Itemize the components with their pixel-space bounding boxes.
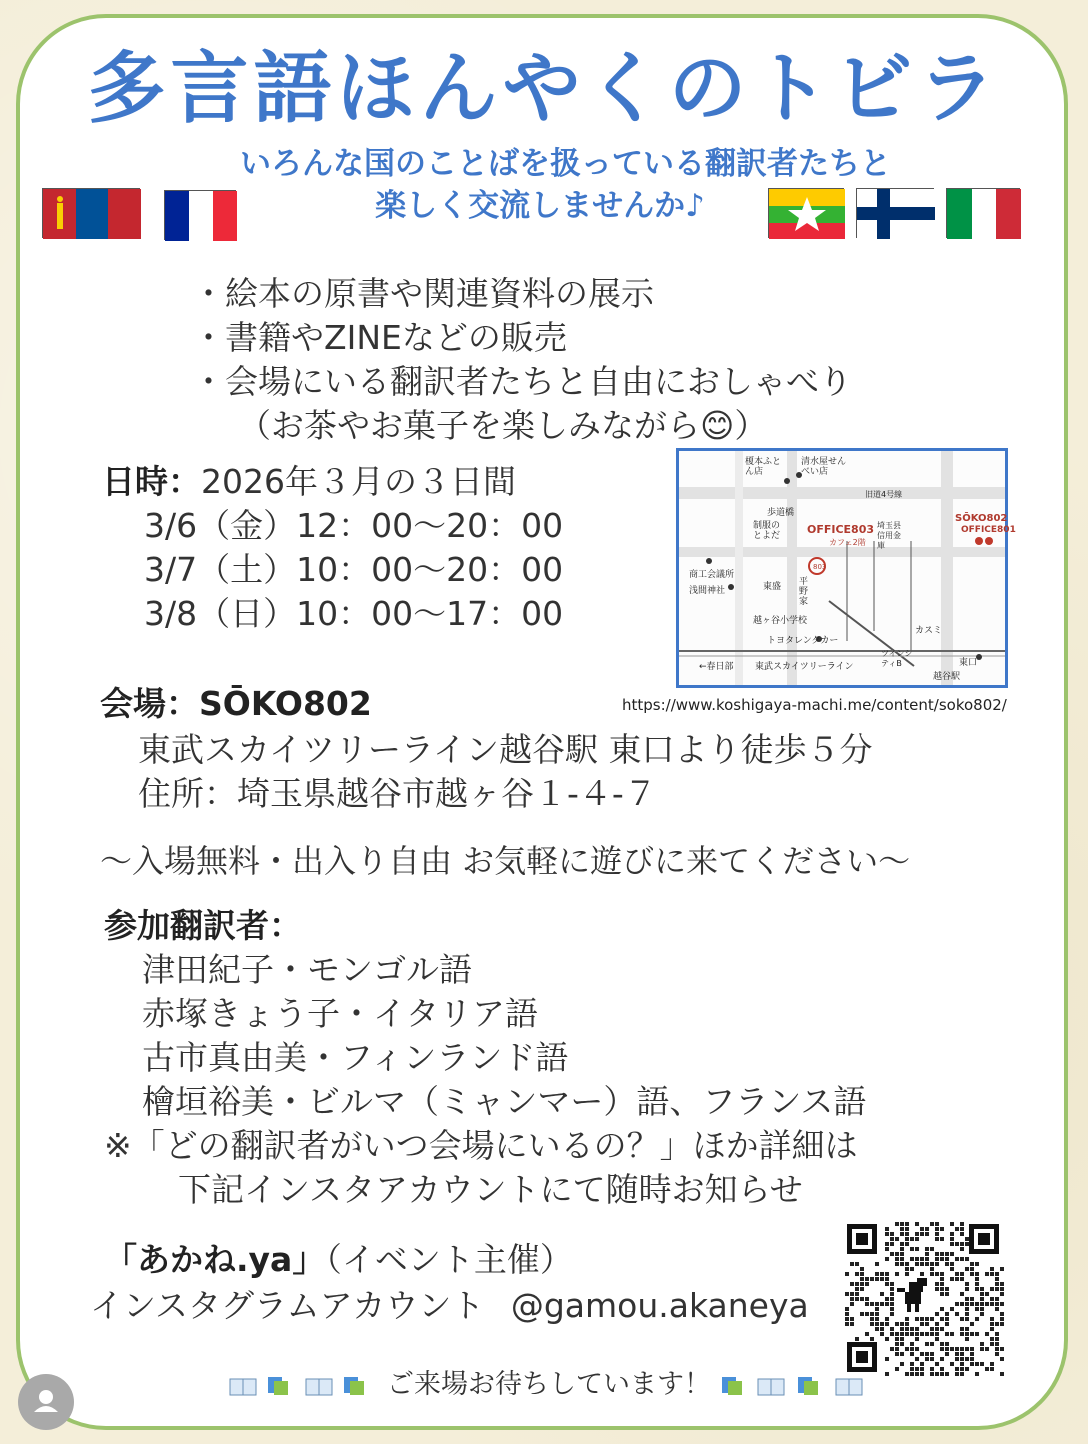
- subtitle-line-1: いろんな国のことばを扱っている翻訳者たちと: [240, 146, 891, 182]
- venue-heading: 会場：SŌKO802: [100, 684, 372, 723]
- translator-item: 檜垣裕美・ビルマ（ミャンマー）語、フランス語: [142, 1082, 867, 1121]
- myanmar-flag-icon: [768, 188, 844, 238]
- instagram-label: インスタグラムアカウント: [90, 1286, 485, 1325]
- venue-address: 住所：埼玉県越谷市越ヶ谷１-４-７: [138, 774, 657, 813]
- map-label: 旧道4号線: [865, 490, 903, 499]
- organizer-name: 「あかね.ya」: [104, 1240, 326, 1279]
- schedule-label: 日時：: [102, 462, 201, 501]
- map-label: 浅間神社: [689, 586, 726, 596]
- map-label: 制服のとよだ: [753, 521, 781, 541]
- free-entry-notice: 〜入場無料・出入り自由 お気軽に遊びに来てください〜: [100, 842, 911, 880]
- translators-note-1: ※「どの翻訳者がいつ会場にいるの？」ほか詳細は: [104, 1126, 858, 1165]
- instagram-line: [90, 1280, 809, 1327]
- map-label: 東武スカイツリーライン: [755, 662, 854, 672]
- translators-heading: 参加翻訳者：: [104, 906, 302, 945]
- flyer-title: 多言語ほんやくのトビラ: [87, 44, 1001, 134]
- finland-flag-icon: [856, 188, 934, 238]
- activity-item: ・絵本の原書や関連資料の展示: [192, 274, 654, 313]
- organizer-line: [104, 1234, 573, 1281]
- venue-map: [676, 448, 1016, 688]
- translator-item: 古市真由美・フィンランド語: [142, 1038, 569, 1077]
- footer-message: ご来場お待ちしています！: [387, 1369, 711, 1400]
- map-label: SŌKO802: [955, 513, 1008, 524]
- schedule-day: 3/7（土）10：00〜20：00: [144, 550, 564, 589]
- map-label: 平野家: [799, 577, 809, 607]
- map-label: 埼玉县信用金庫: [877, 521, 901, 550]
- map-label: 歩道橋: [767, 508, 795, 518]
- footer-line: [0, 1362, 950, 1401]
- map-label: 803: [813, 563, 827, 571]
- mongolia-flag-icon: [42, 188, 140, 238]
- map-label: 東口: [959, 658, 978, 668]
- map-label: 商工会議所: [689, 570, 735, 580]
- profile-avatar-icon[interactable]: [18, 1374, 74, 1430]
- qr-code[interactable]: [845, 1222, 1001, 1374]
- map-label: ←春日部: [699, 662, 734, 672]
- italy-flag-icon: [946, 188, 1020, 238]
- schedule-summary: 2026年３月の３日間: [201, 462, 516, 501]
- translator-item: 赤塚きょう子・イタリア語: [142, 994, 538, 1033]
- map-label: 越ヶ谷小学校: [753, 616, 808, 626]
- activity-note: （お茶やお菓子を楽しみながら😊）: [238, 406, 768, 445]
- book-icons-right: [720, 1369, 870, 1400]
- schedule-heading: [102, 456, 516, 503]
- schedule-day: 3/6（金）12：00〜20：00: [144, 506, 564, 545]
- map-label: ツインシティB: [881, 649, 913, 668]
- map-label: カスミ: [915, 626, 943, 636]
- map-label: 東盛: [763, 582, 782, 592]
- instagram-handle[interactable]: @gamou.akaneya: [510, 1286, 809, 1325]
- organizer-role: （イベント主催）: [325, 1240, 573, 1279]
- book-icons-left: [228, 1369, 387, 1400]
- map-label: カフェ2階: [829, 538, 866, 547]
- map-label: トヨタレンタカー: [767, 636, 839, 646]
- map-label: OFFICE803: [807, 523, 875, 536]
- map-url-link[interactable]: https://www.koshigaya-machi.me/content/soko802/: [622, 696, 1007, 714]
- translators-note-2: 下記インスタアカウントにて随時お知らせ: [178, 1170, 803, 1209]
- schedule-day: 3/8（日）10：00〜17：00: [144, 594, 564, 633]
- translator-item: 津田紀子・モンゴル語: [142, 950, 472, 989]
- france-flag-icon: [164, 190, 236, 240]
- activity-item: ・書籍やZINEなどの販売: [192, 318, 567, 357]
- map-label: OFFICE801: [961, 525, 1016, 535]
- map-label: 越谷駅: [933, 672, 961, 682]
- activity-item: ・会場にいる翻訳者たちと自由におしゃべり: [192, 362, 852, 401]
- map-label: 榎本ふとん店: [745, 457, 782, 477]
- subtitle-line-2: 楽しく交流しませんか♪: [375, 188, 705, 224]
- map-label: 清水屋せんべい店: [801, 457, 847, 477]
- venue-access: 東武スカイツリーライン越谷駅 東口より徒歩５分: [138, 730, 873, 769]
